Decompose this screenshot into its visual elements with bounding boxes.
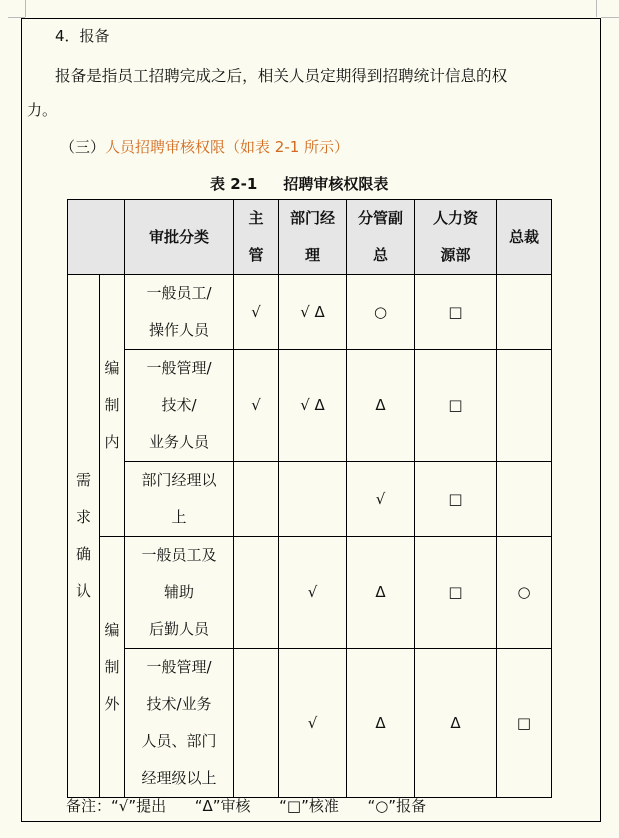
sub-heading: [60, 136, 349, 157]
table-row: [68, 649, 552, 798]
category-cell: 一般管理/ 技术/业务 人员、部门 经理级以上: [125, 649, 234, 798]
mark-cell: Δ: [347, 350, 415, 462]
sub-heading-text: 人员招聘审核权限（如表 2-1 所示）: [105, 138, 350, 156]
header-cell: 审批分类: [125, 200, 234, 275]
mark-cell: Δ: [415, 649, 497, 798]
mark-cell: □: [415, 275, 497, 350]
mark-cell: √: [234, 350, 279, 462]
mark-cell: √ Δ: [279, 350, 347, 462]
header-cell: 人力资 源部: [415, 200, 497, 275]
mark-cell: ○: [497, 537, 552, 649]
mark-cell: □: [415, 462, 497, 537]
category-cell: 一般管理/ 技术/ 业务人员: [125, 350, 234, 462]
mark-cell: ○: [347, 275, 415, 350]
mark-cell: √: [347, 462, 415, 537]
table-row: [68, 275, 552, 350]
mark-cell: Δ: [347, 649, 415, 798]
header-cell: 主 管: [234, 200, 279, 275]
mark-cell: [234, 537, 279, 649]
sub-heading-prefix: （三）: [60, 138, 106, 156]
category-cell: 一般员工及 辅助 后勤人员: [125, 537, 234, 649]
section-heading: 4．报备: [55, 27, 110, 45]
mark-cell: [497, 462, 552, 537]
table-row: [68, 350, 552, 462]
header-blank: [68, 200, 125, 275]
corner-mark: [25, 0, 26, 17]
mark-cell: □: [415, 350, 497, 462]
mark-cell: [497, 350, 552, 462]
table-header-row: [68, 200, 552, 275]
mark-cell: [497, 275, 552, 350]
paragraph-line: 力。: [27, 101, 58, 119]
mark-cell: [234, 462, 279, 537]
approval-table: [67, 199, 552, 798]
mark-cell: □: [415, 537, 497, 649]
mark-cell: √: [279, 649, 347, 798]
corner-mark: [601, 17, 619, 18]
mark-cell: [279, 462, 347, 537]
mark-cell: Δ: [347, 537, 415, 649]
category-cell: 一般员工/ 操作人员: [125, 275, 234, 350]
table-note: 备注：“√”提出 “Δ”审核 “□”核准 “○”报备: [66, 797, 427, 815]
table-row: [68, 537, 552, 649]
mark-cell: [234, 649, 279, 798]
header-cell: 总裁: [497, 200, 552, 275]
paragraph-line: 报备是指员工招聘完成之后，相关人员定期得到招聘统计信息的权: [55, 67, 508, 85]
subgroup-cell: 编 制 内: [100, 275, 125, 537]
mark-cell: √: [234, 275, 279, 350]
mark-cell: √ Δ: [279, 275, 347, 350]
mark-cell: √: [279, 537, 347, 649]
group-cell: 需 求 确 认: [68, 275, 100, 798]
corner-mark: [596, 0, 597, 17]
header-cell: 部门经 理: [279, 200, 347, 275]
table-title: 表 2-1 招聘审核权限表: [210, 175, 389, 193]
header-cell: 分管副 总: [347, 200, 415, 275]
mark-cell: □: [497, 649, 552, 798]
category-cell: 部门经理以 上: [125, 462, 234, 537]
subgroup-cell: 编 制 外: [100, 537, 125, 798]
table-row: [68, 462, 552, 537]
